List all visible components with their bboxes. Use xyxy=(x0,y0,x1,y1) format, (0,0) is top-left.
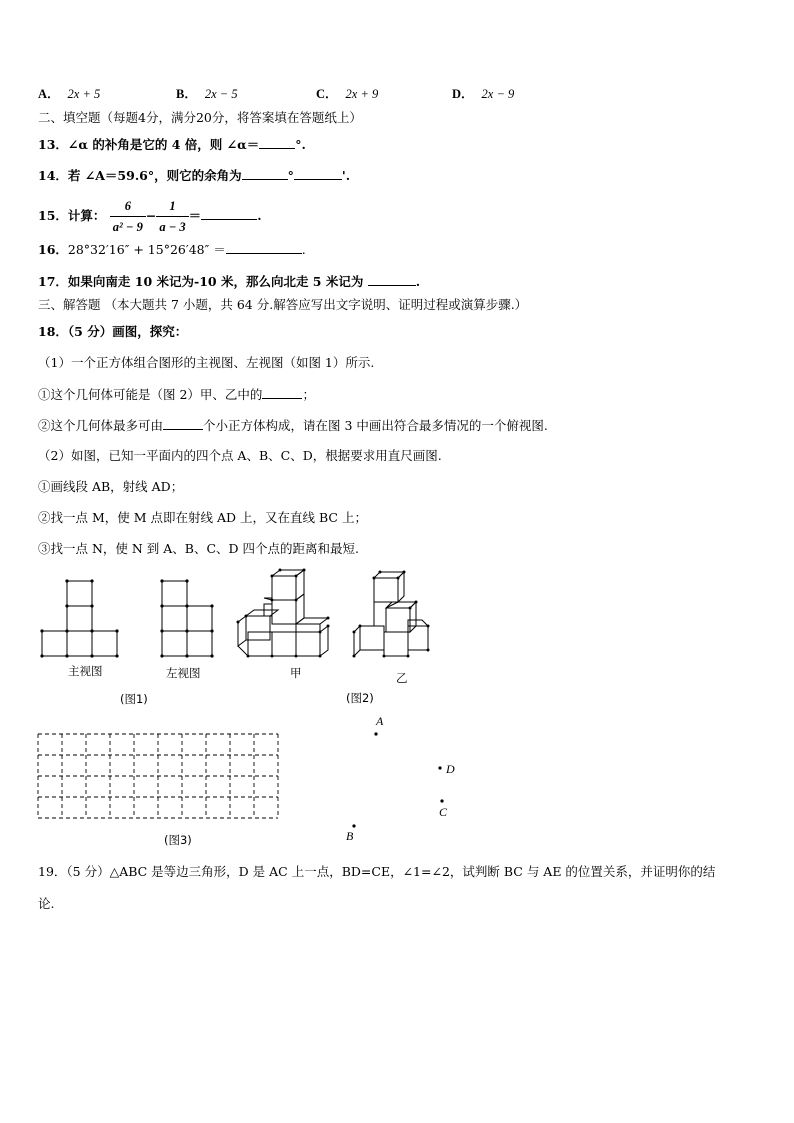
front-view-figure xyxy=(38,575,128,665)
figure-2-caption: (图2) xyxy=(346,691,374,705)
q18-part2c: ③找一点 N，使 N 到 A、B、C、D 四个点的距离和最短. xyxy=(38,541,360,556)
q18-part1: （1）一个正方体组合图形的主视图、左视图（如图 1）所示. xyxy=(38,355,375,370)
q18-part2a: ①画线段 AB，射线 AD； xyxy=(38,479,184,494)
jia-caption: 甲 xyxy=(290,666,302,680)
question-17: 17．如果向南走 10 米记为-10 米，那么向北走 5 米记为 . xyxy=(38,274,421,289)
q18-part1b: ②这个几何体最多可由 个小正方体构成，请在图 3 中画出符合最多情况的一个俯视图. xyxy=(38,418,548,433)
question-19-line1: 19．（5 分）△ABC 是等边三角形，D 是 AC 上一点，BD=CE，∠1=∠2，试判断 BC 与 AE 的位置关系，并证明你的结 xyxy=(38,864,716,879)
q18-part2: （2）如图，已知一平面内的四个点 A、B、C、D，根据要求用直尺画图. xyxy=(38,448,442,463)
point-d-label: D xyxy=(446,762,455,776)
front-view-caption: 主视图 xyxy=(68,664,103,678)
q18-part2b: ②找一点 M，使 M 点即在射线 AD 上，又在直线 BC 上； xyxy=(38,510,367,525)
option-d: D． 2x − 9 xyxy=(452,87,515,101)
option-c: C． 2x + 9 xyxy=(316,87,379,101)
figure-1-caption: (图1) xyxy=(120,692,148,706)
question-18-heading: 18．（5 分）画图，探究： xyxy=(38,324,188,339)
left-view-figure xyxy=(158,575,228,665)
figure-3-grid xyxy=(36,732,286,822)
option-a: A． 2x + 5 xyxy=(38,87,101,101)
option-b: B． 2x − 5 xyxy=(176,87,238,101)
point-c-dot xyxy=(439,798,445,804)
q18-part1a: ①这个几何体可能是（图 2）甲、乙中的 ； xyxy=(38,387,315,402)
point-a-dot xyxy=(373,731,379,737)
question-16: 16．28°32′16″ + 15°26′48″ ＝ . xyxy=(38,242,306,257)
point-a-label: A xyxy=(376,714,384,728)
question-15: 15．计算： $\frac{6}{\text{a² − 9}}$ − $\frac{1}{a - 3}$ ＝ . xyxy=(38,196,262,237)
section-2-heading: 二、填空题（每题4分，满分20分，将答案填在答题纸上） xyxy=(38,110,362,125)
point-c-label: C xyxy=(439,805,448,819)
figure-3-caption: (图3) xyxy=(164,833,192,847)
question-13: 13．∠α 的补角是它的 4 倍，则 ∠α＝ °. xyxy=(38,137,306,152)
point-d-dot xyxy=(437,765,443,771)
fraction-1: $\frac{6}{\text{a² − 9}}$ xyxy=(110,196,146,237)
fraction-2: $\frac{1}{a - 3}$ xyxy=(156,196,188,237)
solid-yi-figure xyxy=(350,568,440,668)
section-3-heading: 三、解答题 （本大题共 7 小题，共 64 分.解答应写出文字说明、证明过程或演算步骤.） xyxy=(38,297,528,312)
question-14: 14．若 ∠A＝59.6°，则它的余角为 ° '. xyxy=(38,168,351,183)
question-19-line2: 论. xyxy=(38,896,55,911)
point-b-label: B xyxy=(346,829,354,843)
solid-jia-figure xyxy=(236,568,336,668)
yi-caption: 乙 xyxy=(396,671,408,685)
left-view-caption: 左视图 xyxy=(166,666,201,680)
